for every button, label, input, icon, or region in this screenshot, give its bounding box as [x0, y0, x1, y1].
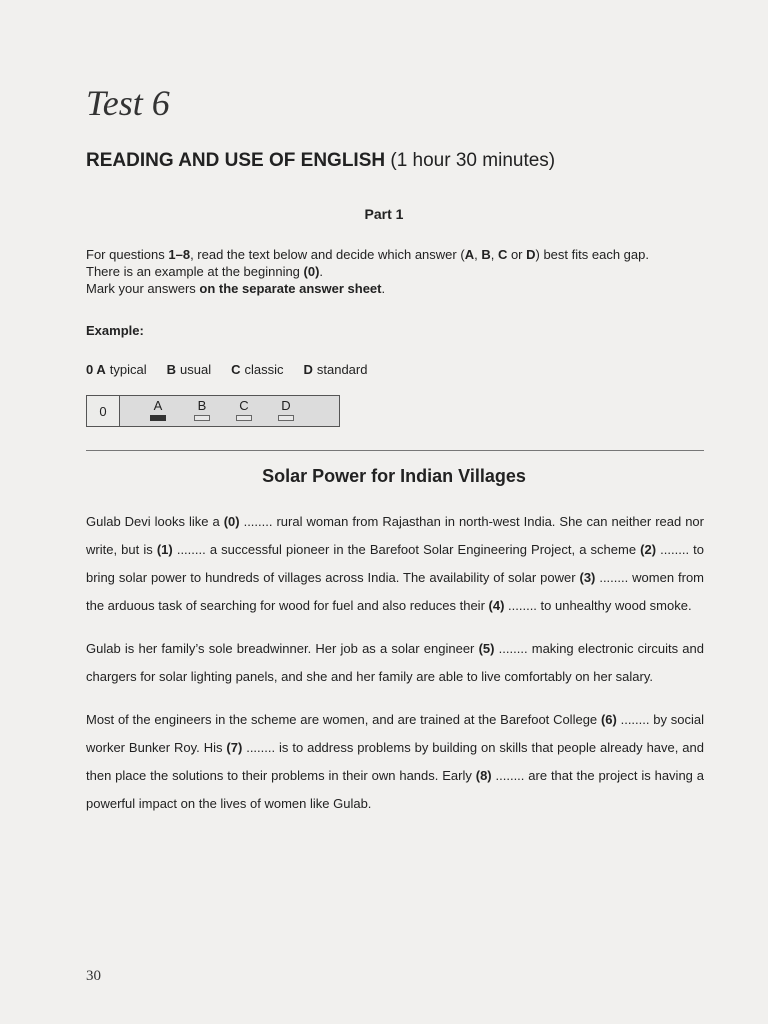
test-title: Test 6: [86, 83, 170, 123]
instruction-line: [86, 263, 706, 280]
option-text: standard: [316, 362, 368, 377]
text-run: Gulab is her family’s sole breadwinner. Her job as a solar engineer: [86, 641, 479, 656]
story-paragraph: [86, 706, 704, 818]
part-heading: Part 1: [364, 206, 404, 222]
emphasis-text: (1): [156, 542, 173, 557]
instruction-line: [86, 246, 706, 263]
text-run: Most of the engineers in the scheme are women, and are trained at the Barefoot College: [86, 712, 601, 727]
text-run: ........ rural woman from Rajasthan in north-west India. She can neither read nor write, but is: [86, 514, 704, 557]
example-options: [86, 362, 387, 377]
emphasis-text: (0): [223, 514, 240, 529]
example-answer-box: [86, 395, 340, 427]
answer-number: 0: [87, 396, 120, 426]
text-run: Gulab Devi looks like a: [86, 514, 224, 529]
answer-letter-label: A: [153, 398, 163, 413]
option-letter: 0 A: [86, 362, 106, 377]
story-paragraph: [86, 508, 704, 620]
emphasis-text: A: [464, 247, 475, 262]
text-run: or: [507, 247, 527, 262]
text-run: .: [381, 281, 386, 296]
emphasis-text: D: [526, 247, 536, 262]
answer-letters: [120, 396, 339, 426]
text-run: ........ by social worker Bunker Roy. His: [86, 712, 705, 755]
option-text: typical: [109, 362, 147, 377]
answer-letter-label: B: [197, 398, 207, 413]
text-run: ) best fits each gap.: [535, 247, 649, 262]
text-run: ........ a successful pioneer in the Barefoot Solar Engineering Project, a scheme: [172, 542, 641, 557]
emphasis-text: C: [497, 247, 508, 262]
text-run: .: [319, 264, 324, 279]
emphasis-text: (8): [475, 768, 492, 783]
text-run: ........ to unhealthy wood smoke.: [504, 598, 692, 613]
answer-letter-label: C: [239, 398, 249, 413]
answer-letter-a: [148, 398, 168, 421]
emphasis-text: (3): [579, 570, 596, 585]
story-text: [86, 508, 704, 833]
text-run: ........ are that the project is having a powerful impact on the lives of women like Gulab.: [86, 768, 705, 811]
emphasis-text: (6): [600, 712, 617, 727]
option-letter: B: [166, 362, 176, 377]
text-run: There is an example at the beginning: [86, 264, 304, 279]
answer-letter-c: [234, 398, 254, 421]
section-heading-bold: READING AND USE OF ENGLISH: [86, 150, 386, 171]
emphasis-text: (2): [640, 542, 657, 557]
divider: [86, 450, 704, 451]
emphasis-text: (0): [303, 264, 320, 279]
emphasis-text: (5): [478, 641, 495, 656]
example-option: [86, 362, 147, 377]
text-run: ........ women from the arduous task of searching for wood for fuel and also reduces their: [86, 570, 704, 613]
answer-letter-b: [192, 398, 212, 421]
story-title: Solar Power for Indian Villages: [262, 466, 526, 486]
answer-letter-label: D: [281, 398, 291, 413]
text-run: ........ making electronic circuits and chargers for solar lighting panels, and she and her family are able to live comfortably on her salary.: [86, 641, 704, 684]
answer-bubble: [194, 415, 210, 421]
text-run: For questions: [86, 247, 169, 262]
text-run: , read the text below and decide which answer (: [190, 247, 465, 262]
text-run: ,: [490, 247, 498, 262]
section-heading: [86, 150, 555, 172]
section-heading-duration: (1 hour 30 minutes): [385, 150, 556, 171]
emphasis-text: on the separate answer sheet: [199, 281, 382, 296]
story-paragraph: [86, 635, 704, 691]
text-run: Mark your answers: [86, 281, 200, 296]
example-option: [167, 362, 211, 377]
option-text: classic: [244, 362, 284, 377]
answer-bubble: [278, 415, 294, 421]
answer-letter-d: [276, 398, 296, 421]
option-text: usual: [180, 362, 212, 377]
text-run: ........ to bring solar power to hundreds of villages across India. The availability of solar power: [86, 542, 705, 585]
text-run: ........ is to address problems by building on skills that people already have, and then place the solutions to their problems in their own hands. Early: [86, 740, 704, 783]
example-option: [231, 362, 283, 377]
instruction-line: [86, 280, 706, 297]
answer-bubble: [150, 415, 166, 421]
emphasis-text: B: [481, 247, 491, 262]
option-letter: C: [231, 362, 241, 377]
example-label: Example:: [86, 323, 144, 338]
example-option: [303, 362, 367, 377]
text-run: ,: [474, 247, 482, 262]
instructions: [86, 246, 706, 297]
page-number: 30: [86, 968, 101, 984]
emphasis-text: (4): [488, 598, 505, 613]
answer-bubble: [236, 415, 252, 421]
option-letter: D: [303, 362, 313, 377]
emphasis-text: (7): [226, 740, 243, 755]
emphasis-text: 1–8: [168, 247, 191, 262]
